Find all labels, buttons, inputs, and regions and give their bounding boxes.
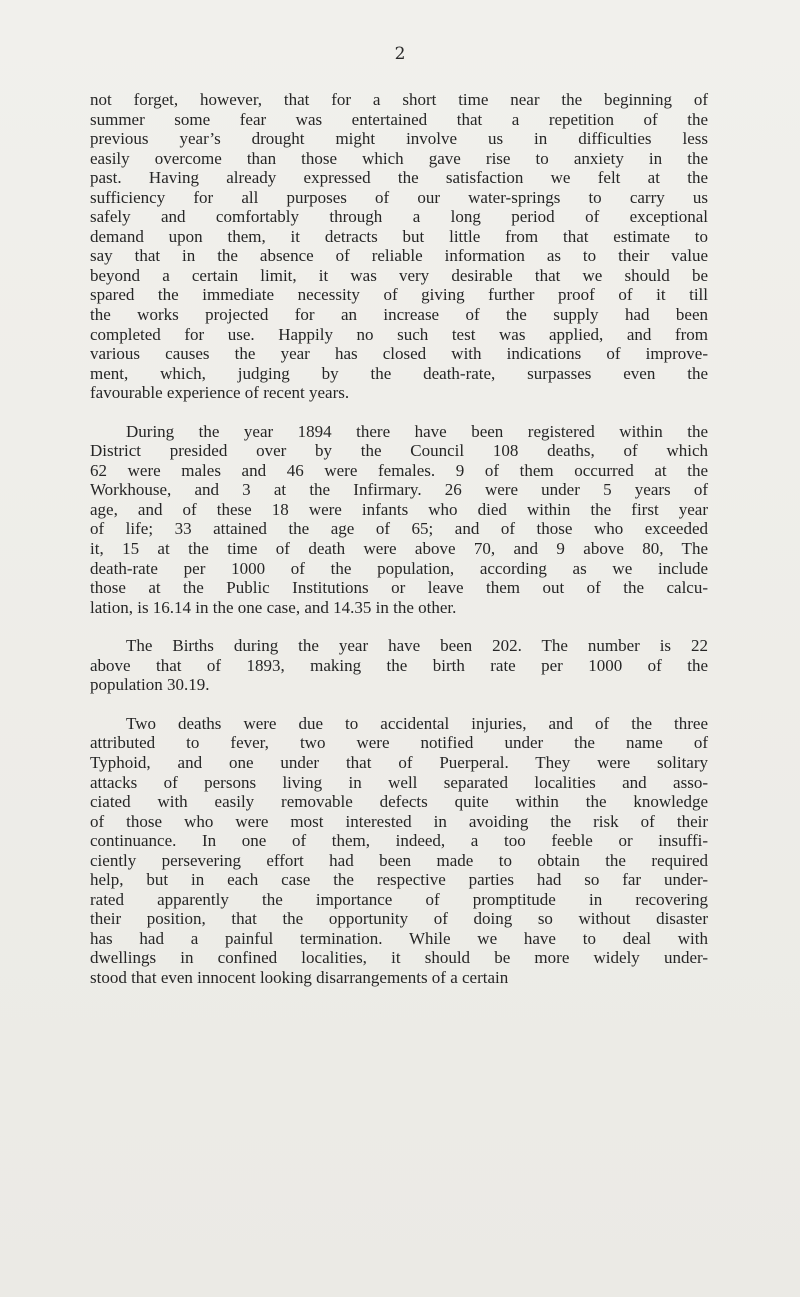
text-line: not forget, however, that for a short time near the beginning of — [90, 90, 708, 109]
text-line: Typhoid, and one under that of Puerperal. They were solitary — [90, 752, 708, 772]
text-line: dwellings in confined localities, it should be more widely under- — [90, 948, 708, 968]
text-line: their position, that the opportunity of doing so without disaster — [90, 909, 708, 929]
text-line: 62 were males and 46 were females. 9 of them occurred at the — [90, 460, 708, 480]
text-line: stood that even innocent looking disarrangements of a certain — [90, 967, 509, 987]
text-line: ment, which, judging by the death-rate, surpasses even the — [90, 363, 708, 383]
text-line: population 30.19. — [90, 675, 210, 695]
text-line: During the year 1894 there have been registered within the — [126, 421, 708, 441]
text-line: attributed to fever, two were notified under the name of — [90, 733, 708, 753]
paragraph-accidental-deaths-fever — [90, 714, 708, 988]
text-line: completed for use. Happily no such test was applied, and from — [90, 324, 708, 344]
text-line: of life; 33 attained the age of 65; and of those who exceeded — [90, 519, 708, 539]
text-line: it, 15 at the time of death were above 70, and 9 above 80, The — [90, 539, 708, 559]
text-line: continuance. In one of them, indeed, a too feeble or insuffi- — [90, 831, 708, 851]
text-line: safely and comfortably through a long period of exceptional — [90, 207, 708, 227]
text-line: ciated with easily removable defects quite within the knowledge — [90, 792, 708, 812]
text-line: has had a painful termination. While we have to deal with — [90, 928, 708, 948]
paragraph-deaths-1894 — [90, 422, 708, 617]
text-line: past. Having already expressed the satisfaction we felt at the — [90, 168, 708, 188]
text-line: easily overcome than those which gave rise to anxiety in the — [90, 148, 708, 168]
text-line: demand upon them, it detracts but little from that estimate to — [90, 226, 708, 246]
text-line: various causes the year has closed with indications of improve- — [90, 344, 708, 364]
paragraph-births — [90, 636, 708, 695]
text-line: death-rate per 1000 of the population, according as we include — [90, 558, 708, 578]
text-line: summer some fear was entertained that a repetition of the — [90, 109, 708, 129]
text-line: beyond a certain limit, it was very desirable that we should be — [90, 265, 708, 285]
page-number: 2 — [394, 44, 406, 64]
text-line: attacks of persons living in well separated localities and asso- — [90, 772, 708, 792]
text-line: ciently persevering effort had been made to obtain the required — [90, 850, 708, 870]
text-line: those at the Public Institutions or leave them out of the calcu- — [90, 578, 708, 598]
text-line: say that in the absence of reliable information as to their value — [90, 246, 708, 266]
text-line: Workhouse, and 3 at the Infirmary. 26 were under 5 years of — [90, 480, 708, 500]
text-line: of those who were most interested in avoiding the risk of their — [90, 811, 708, 831]
text-line: the works projected for an increase of the supply had been — [90, 305, 708, 325]
text-line: rated apparently the importance of promptitude in recovering — [90, 889, 708, 909]
text-line: lation, is 16.14 in the one case, and 14.35 in the other. — [90, 597, 457, 617]
text-line: spared the immediate necessity of giving further proof of it till — [90, 285, 708, 305]
text-line: previous year’s drought might involve us in difficulties less — [90, 129, 708, 149]
text-line: favourable experience of recent years. — [90, 383, 350, 403]
text-line: help, but in each case the respective parties had so far under- — [90, 870, 708, 890]
text-line: The Births during the year have been 202. The number is 22 — [126, 636, 708, 656]
text-line: age, and of these 18 were infants who died within the first year — [90, 499, 708, 519]
text-body — [90, 90, 708, 988]
text-line: Two deaths were due to accidental injuries, and of the three — [126, 713, 708, 733]
text-line: District presided over by the Council 108 deaths, of which — [90, 441, 708, 461]
paragraph-summer-drought — [90, 90, 708, 403]
text-line: sufficiency for all purposes of our water-springs to carry us — [90, 187, 708, 207]
text-line: above that of 1893, making the birth rate per 1000 of the — [90, 655, 708, 675]
